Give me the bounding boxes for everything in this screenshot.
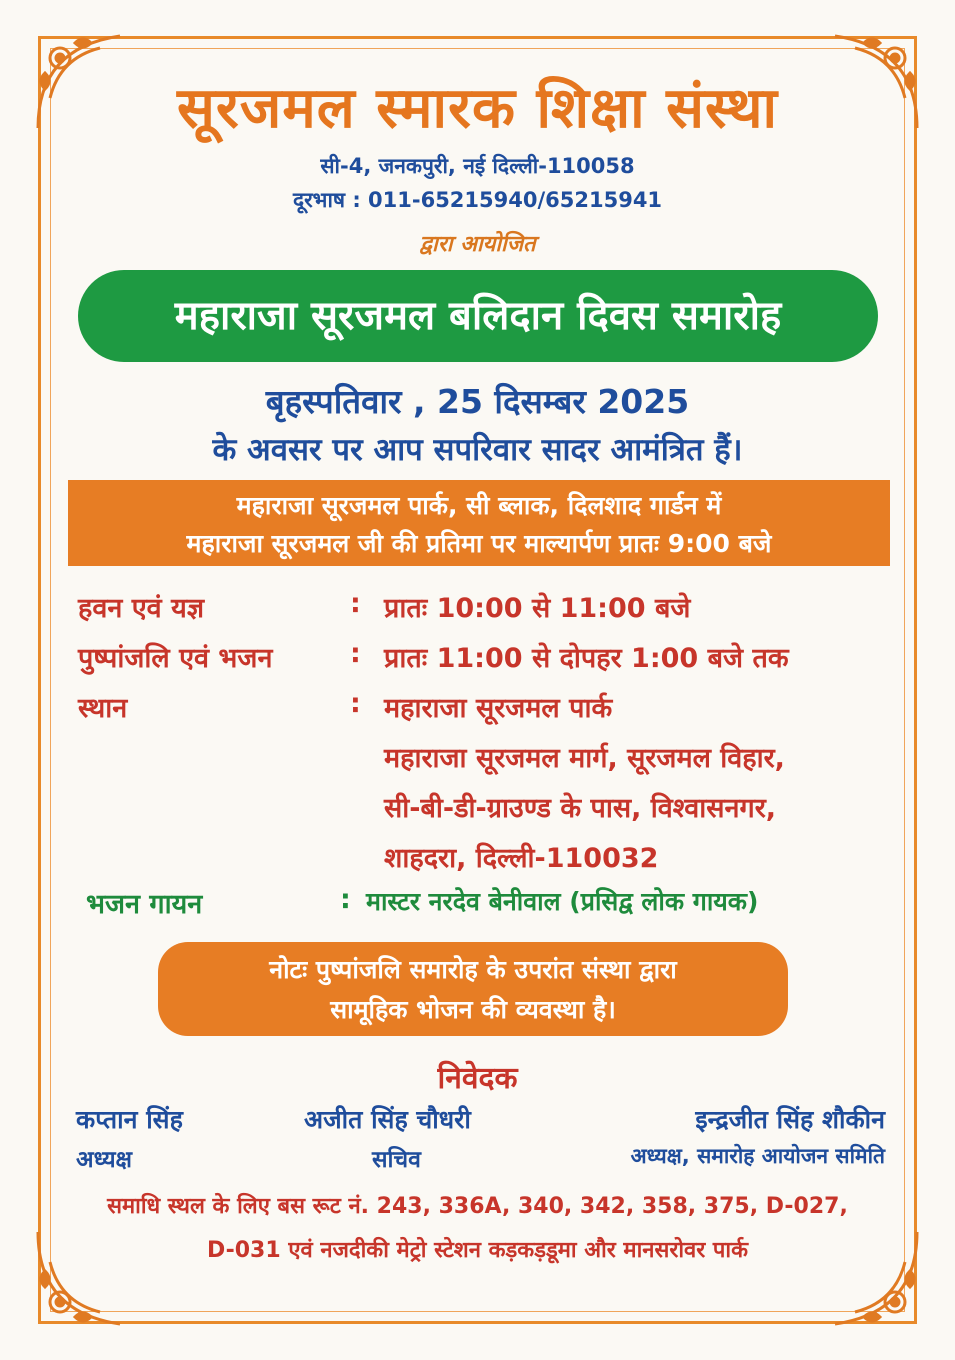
- requesters-heading: निवेदक: [437, 1061, 518, 1096]
- venue-line: महाराजा सूरजमल मार्ग, सूरजमल विहार,: [384, 743, 785, 774]
- requester-role: अध्यक्ष: [76, 1147, 133, 1173]
- schedule-value: प्रातः 11:00 से दोपहर 1:00 बजे तक: [384, 643, 789, 674]
- garlanding-line: महाराजा सूरजमल पार्क, सी ब्लाक, दिलशाद गार्डन में: [236, 491, 722, 520]
- event-title: महाराजा सूरजमल बलिदान दिवस समारोह: [174, 293, 782, 339]
- schedule-colon: :: [350, 688, 361, 719]
- bhajan-label: भजन गायन: [86, 889, 203, 920]
- transport-line: D-031 एवं नजदीकी मेट्रो स्टेशन कड़कड़डूमा और मानसरोवर पार्क: [206, 1238, 749, 1263]
- requester-name: इन्द्रजीत सिंह शौकीन: [695, 1105, 885, 1134]
- event-title-banner: [78, 270, 878, 362]
- schedule-value: महाराजा सूरजमल पार्क: [384, 693, 613, 724]
- garlanding-line: महाराजा सूरजमल जी की प्रतिमा पर माल्यार्पण प्रातः 9:00 बजे: [186, 529, 772, 558]
- schedule-colon: :: [350, 588, 361, 619]
- venue-line: सी-बी-डी-ग्राउण्ड के पास, विश्वासनगर,: [384, 793, 776, 824]
- note-line: नोटः पुष्पांजलि समारोह के उपरांत संस्था द्वारा: [269, 955, 677, 984]
- schedule-value: प्रातः 10:00 से 11:00 बजे: [384, 593, 691, 624]
- requester-name: कप्तान सिंह: [76, 1105, 183, 1134]
- garlanding-box: [68, 480, 890, 566]
- org-name: सूरजमल स्मारक शिक्षा संस्था: [177, 76, 778, 141]
- note-line: सामूहिक भोजन की व्यवस्था है।: [330, 995, 616, 1024]
- org-address: सी-4, जनकपुरी, नई दिल्ली-110058: [320, 154, 635, 178]
- invitation-text: के अवसर पर आप सपरिवार सादर आमंत्रित हैं।: [212, 432, 743, 468]
- org-phone: दूरभाष : 011-65215940/65215941: [292, 188, 663, 212]
- organized-by: द्वारा आयोजित: [419, 232, 536, 257]
- schedule-label: हवन एवं यज्ञ: [78, 593, 205, 624]
- bhajan-singer: मास्टर नरदेव बेनीवाल (प्रसिद्व लोक गायक): [366, 887, 759, 916]
- venue-line: शाहदरा, दिल्ली-110032: [384, 843, 659, 874]
- requester-role: सचिव: [372, 1147, 421, 1173]
- requester-name: अजीत सिंह चौधरी: [304, 1105, 471, 1134]
- schedule-colon: :: [350, 638, 361, 669]
- schedule-label: पुष्पांजलि एवं भजन: [78, 643, 273, 674]
- transport-line: समाधि स्थल के लिए बस रूट नं. 243, 336A, 340, 342, 358, 375, D-027,: [107, 1194, 848, 1219]
- event-date: बृहस्पतिवार , 25 दिसम्बर 2025: [265, 382, 690, 421]
- schedule-label: स्थान: [78, 693, 128, 724]
- requester-role: अध्यक्ष, समारोह आयोजन समिति: [630, 1144, 885, 1168]
- note-box: [158, 942, 788, 1036]
- bhajan-colon: :: [340, 884, 351, 915]
